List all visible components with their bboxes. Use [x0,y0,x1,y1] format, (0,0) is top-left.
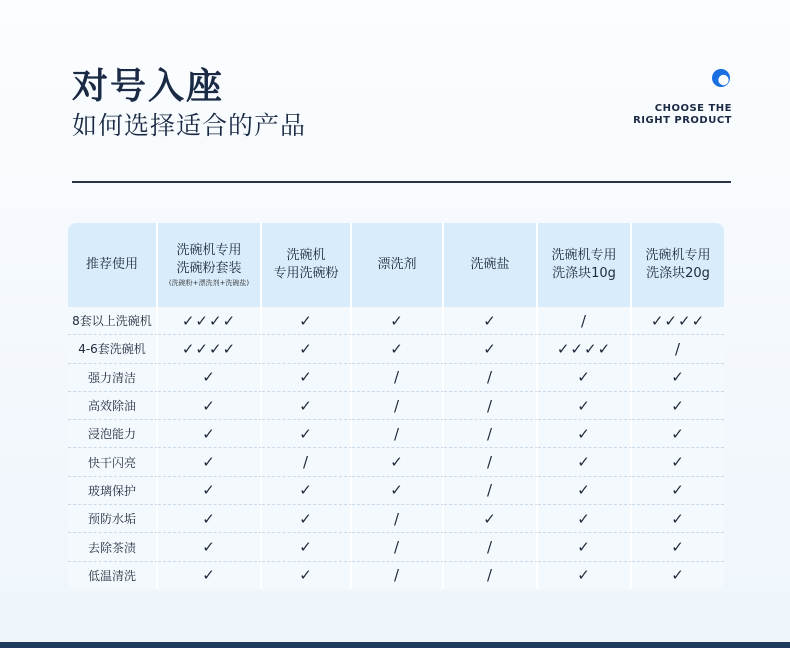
check-mark-cell: ✓ [538,505,632,533]
check-mark-cell: ✓ [632,477,724,505]
table-row [68,505,724,533]
row-label: 预防水垢 [68,505,158,533]
check-mark-cell: ✓ [538,533,632,561]
check-mark-cell: ✓ [538,562,632,589]
check-mark-cell: ✓ [262,420,352,448]
not-applicable-cell: / [352,364,444,392]
row-label: 高效除油 [68,392,158,420]
row-label: 玻璃保护 [68,477,158,505]
column-header-text: 洗涤块10g [552,266,616,281]
row-label: 浸泡能力 [68,420,158,448]
not-applicable-cell: / [352,562,444,589]
table-row [68,364,724,392]
table-row [68,420,724,448]
check-mark-cell: ✓ [158,448,262,476]
check-mark-cell: ✓ [444,307,538,335]
column-header-text: 推荐使用 [85,257,138,272]
row-label: 快干闪亮 [68,448,158,476]
check-mark-cell: ✓ [352,448,444,476]
tagline [633,103,732,127]
check-mark-cell: ✓ [538,448,632,476]
check-mark-cell: ✓ [158,505,262,533]
check-mark-cell: ✓ [632,448,724,476]
column-header-text: 洗碗粉套装 [176,261,242,276]
not-applicable-cell: / [444,477,538,505]
title-divider [72,181,731,183]
column-header-text: 洗涤块20g [646,266,710,281]
column-header-text: 洗碗机 [286,248,326,263]
crescent-logo-icon [711,68,731,88]
row-label: 强力清洁 [68,364,158,392]
column-header-text: 专用洗碗粉 [273,266,339,281]
check-mark-cell: ✓ [158,562,262,589]
comparison-table-container [68,223,724,589]
column-header-text: 洗碗机专用 [645,248,711,263]
column-header-6 [632,223,724,307]
tagline-line1: CHOOSE THE [654,103,732,114]
check-mark-cell: ✓ [262,477,352,505]
column-header-text: 漂洗剂 [377,257,417,272]
check-mark-cell: ✓ [632,420,724,448]
check-mark-cell: ✓ [262,562,352,589]
check-mark-cell: ✓ [262,533,352,561]
check-mark-cell: ✓ [538,477,632,505]
check-mark-cell: ✓ [262,392,352,420]
column-header-note: (洗碗粉+漂洗剂+洗碗盐) [168,279,250,287]
column-header-1 [158,223,262,307]
not-applicable-cell: / [444,420,538,448]
not-applicable-cell: / [444,448,538,476]
check-mark-cell: ✓ [158,533,262,561]
not-applicable-cell: / [444,562,538,589]
check-mark-cell: ✓ [538,392,632,420]
check-mark-cell: ✓ [158,392,262,420]
row-label: 低温清洗 [68,562,158,589]
column-header-2 [262,223,352,307]
column-header-text: 洗碗盐 [470,257,510,272]
check-mark-cell: ✓ [262,307,352,335]
check-mark-cell: ✓ [352,477,444,505]
check-mark-cell: ✓ [632,364,724,392]
table-header-row [68,223,724,307]
check-mark-cell: ✓ [538,364,632,392]
table-row [68,477,724,505]
check-mark-cell: ✓ [262,505,352,533]
check-mark-cell: ✓✓✓✓ [632,307,724,335]
column-header-5 [538,223,632,307]
check-mark-cell: ✓✓✓✓ [538,335,632,363]
table-row [68,562,724,589]
check-mark-cell: ✓ [538,420,632,448]
column-header-4 [444,223,538,307]
check-mark-cell: ✓ [444,505,538,533]
not-applicable-cell: / [352,392,444,420]
check-mark-cell: ✓ [262,364,352,392]
page-subtitle: 如何选择适合的产品 [72,111,307,140]
not-applicable-cell: / [444,392,538,420]
check-mark-cell: ✓ [352,307,444,335]
check-mark-cell: ✓ [352,335,444,363]
table-row [68,335,724,363]
check-mark-cell: ✓ [632,392,724,420]
check-mark-cell: ✓✓✓✓ [158,335,262,363]
table-row [68,448,724,476]
column-header-text: 洗碗机专用 [551,248,617,263]
not-applicable-cell: / [352,420,444,448]
footer-bar [0,642,790,648]
column-header-0 [68,223,158,307]
not-applicable-cell: / [352,505,444,533]
row-label: 去除茶渍 [68,533,158,561]
not-applicable-cell: / [262,448,352,476]
check-mark-cell: ✓ [158,420,262,448]
not-applicable-cell: / [444,533,538,561]
table-body [68,307,724,589]
check-mark-cell: ✓ [444,335,538,363]
table-row [68,392,724,420]
not-applicable-cell: / [632,335,724,363]
check-mark-cell: ✓ [158,364,262,392]
check-mark-cell: ✓ [671,566,685,585]
comparison-table [68,223,724,589]
check-mark-cell: ✓✓✓✓ [158,307,262,335]
table-row [68,533,724,561]
check-mark-cell: ✓ [158,477,262,505]
row-label: 4-6套洗碗机 [68,335,158,363]
table-row [68,307,724,335]
column-header-3 [352,223,444,307]
not-applicable-cell: / [352,533,444,561]
not-applicable-cell: / [538,307,632,335]
check-mark-cell: ✓ [262,335,352,363]
check-mark-cell: ✓ [632,533,724,561]
tagline-line2: RIGHT PRODUCT [633,115,732,126]
check-mark-cell: ✓ [632,505,724,533]
column-header-text: 洗碗机专用 [176,243,242,258]
page-title: 对号入座 [72,66,225,107]
not-applicable-cell: / [444,364,538,392]
row-label: 8套以上洗碗机 [68,307,158,335]
